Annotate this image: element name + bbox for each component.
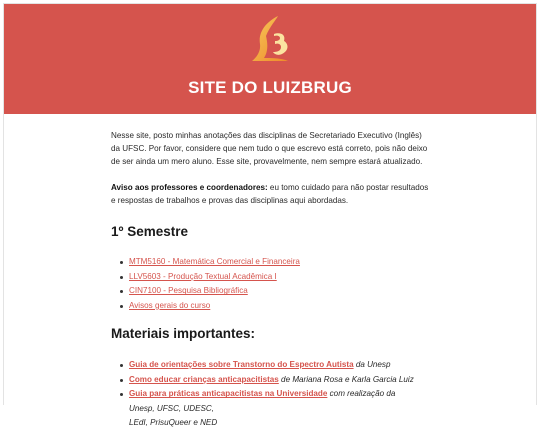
materials-heading: Materiais importantes: [111,326,256,341]
course-link-llv5603[interactable]: LLV5603 - Produção Textual Acadêmica I [129,271,277,281]
course-link-mtm5160[interactable]: MTM5160 - Matemática Comercial e Financeira [129,257,300,266]
list-item [120,373,420,388]
material-source: de Mariana Rosa e Karla Garcia Luiz [278,374,414,384]
material-source: da Unesp [353,360,391,369]
site-header [4,4,536,114]
materials-list [120,358,420,431]
list-item [120,299,300,314]
course-link-cin7100[interactable]: CIN7100 - Pesquisa Bibliográfica [129,286,248,296]
material-source-continued: LEdI, PrisuQueer e NED [129,418,218,428]
material-link-anticapacitist-children[interactable]: Como educar crianças anticapacitistas [129,374,279,384]
list-item [120,255,300,270]
site-title[interactable]: SITE DO LUIZBRUG [188,78,352,97]
semester-list [120,255,300,313]
notice-label: Aviso aos professores e coordenadores: [111,183,268,192]
material-link-autism-guide[interactable]: Guia de orientações sobre Transtorno do Espectro Autista [129,360,354,369]
site-logo-icon[interactable] [248,14,298,64]
material-source: com realização da Unesp, UFSC, UDESC, [129,389,396,413]
course-notices-link[interactable]: Avisos gerais do curso [129,300,211,310]
list-item [120,387,420,431]
material-link-university-guide[interactable]: Guia para práticas anticapacitistas na Universidade [129,389,328,399]
list-item [120,284,300,299]
list-item [120,358,420,373]
notice-text: eu tomo cuidado para não postar resultados e respostas de trabalhos e provas das disciplinas aqui abordadas. [111,183,429,205]
page-frame [3,3,537,428]
intro-paragraph: Nesse site, posto minhas anotações das disciplinas de Secretariado Executivo (Inglês) da UFSC. Por favor, considere que nem tudo o que escrevo está correto, pois não deixo de ser ainda um mero aluno. Esse site, provavelmente, nem sempre estará atualizado. [111,131,428,166]
notice-paragraph [111,181,429,207]
list-item [120,270,300,285]
semester-heading: 1º Semestre [111,224,188,239]
